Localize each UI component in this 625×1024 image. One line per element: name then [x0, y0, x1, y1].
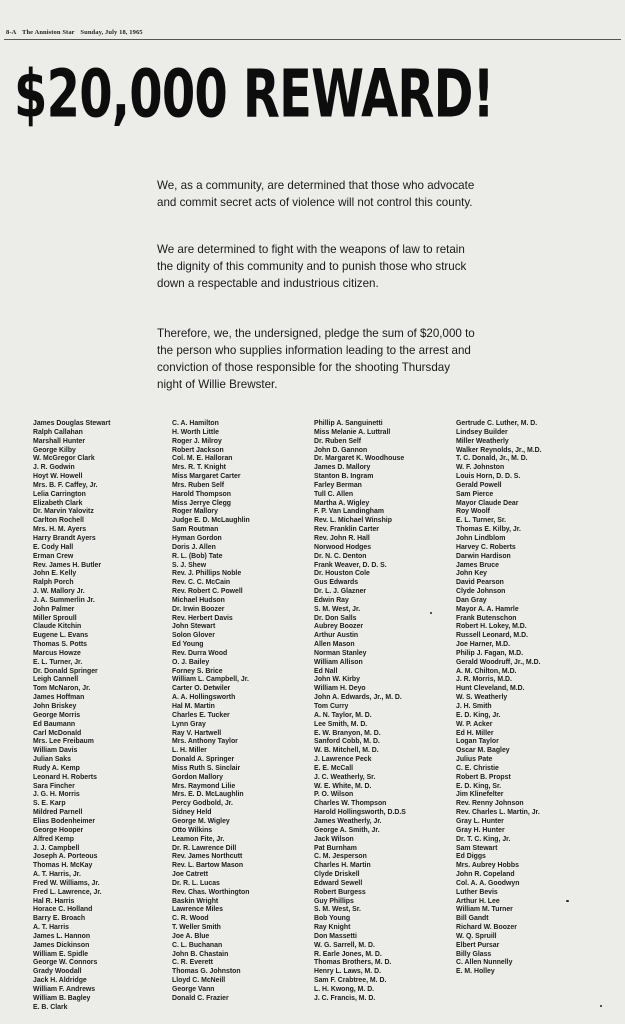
signer-name: Farley Berman — [314, 481, 362, 489]
signer-name: J. R. Godwin — [33, 464, 75, 472]
signer-name: Grady Woodall — [33, 968, 82, 976]
signer-name: Guy Phillips — [314, 897, 354, 905]
signer-name: Louis Horn, D. D. S. — [456, 473, 521, 481]
signer-name: Jim Klinefelter — [456, 791, 504, 799]
signer-name: Bill Gandt — [456, 915, 489, 923]
signer-name: Rev. C. C. McCain — [172, 579, 231, 587]
signer-name: Jack Wilson — [314, 835, 354, 843]
signer-name: W. F. Johnston — [456, 464, 505, 472]
signer-name: Gertrude C. Luther, M. D. — [456, 420, 538, 427]
signer-name: Harvey C. Roberts — [456, 543, 516, 551]
signer-name: John Lindblom — [456, 534, 506, 542]
signer-name: Dr. Donald Springer — [33, 667, 98, 675]
signer-name: O. J. Bailey — [172, 658, 210, 666]
signer-name: A. N. Taylor, M. D. — [314, 711, 372, 719]
signer-name: Dan Gray — [456, 596, 487, 604]
signer-name: Edwin Ray — [314, 596, 349, 604]
signer-name: R. L. (Bob) Tate — [172, 552, 223, 560]
signer-name: Lawrence Miles — [172, 906, 223, 914]
signer-name: Thomas H. McKay — [33, 862, 93, 870]
signer-name: T. C. Donald, Jr., M. D. — [456, 455, 528, 463]
signer-name: E. B. Clark — [33, 1003, 68, 1011]
signer-name: J. A. Summerlin Jr. — [33, 596, 95, 604]
signer-name: Norman Stanley — [314, 649, 367, 657]
signer-name: W. McGregor Clark — [33, 455, 95, 463]
signer-name: Joe Catrett — [172, 871, 208, 879]
signer-name: P. O. Wilson — [314, 791, 354, 799]
signer-name: Dr. Marvin Yalovitz — [33, 508, 94, 516]
signer-name: Dr. R. L. Lucas — [172, 879, 220, 887]
signer-name: Rev. Franklin Carter — [314, 526, 379, 534]
signer-name: Dr. N. C. Denton — [314, 552, 367, 560]
signer-name: Gerald Woodruff, Jr., M.D. — [456, 658, 541, 666]
signer-name: Logan Taylor — [456, 738, 499, 746]
signer-name: Roger Mallory — [172, 508, 218, 516]
signer-name: Rev. John R. Hall — [314, 534, 370, 542]
signer-name: John Stewart — [172, 623, 216, 631]
signer-name: A. M. Chilton, M.D. — [456, 667, 517, 675]
signer-name: Ed Baumann — [33, 720, 76, 728]
signer-name: Rev. Robert C. Powell — [172, 588, 243, 596]
signer-name: Rev. L. Michael Winship — [314, 517, 392, 525]
signer-name: Mrs. Aubrey Hobbs — [456, 862, 519, 870]
signer-name: Donald A. Springer — [172, 756, 235, 764]
signer-name: Marshall Hunter — [33, 437, 86, 445]
signer-name: E. D. King, Jr. — [456, 711, 501, 719]
signer-name: Luther Bevis — [456, 888, 498, 896]
signer-name: Arthur Austin — [314, 632, 359, 640]
signer-name: Tom Curry — [314, 703, 349, 710]
intro-paragraph-2: We are determined to fight with the weapons of law to retain the dignity of this community and to punish those who struck down a respectable and industrious citizen. — [157, 243, 467, 290]
signer-name: C. M. Jesperson — [314, 853, 367, 861]
signer-name: Carter O. Detwiler — [172, 685, 231, 693]
signer-name: Lynn Gray — [172, 720, 206, 728]
signer-name: C. Allen Nunnelly — [456, 959, 513, 967]
signer-name: Robert Jackson — [172, 446, 224, 454]
signer-name: Barry E. Broach — [33, 915, 86, 923]
signer-name: William M. Turner — [456, 906, 513, 914]
signer-name: Bob Young — [314, 915, 351, 923]
signer-name: William Allison — [314, 658, 363, 666]
signer-name: Rudy A. Kemp — [33, 764, 80, 772]
signer-name: Mrs. R. T. Knight — [172, 464, 226, 472]
signer-name: Claude Kitchin — [33, 623, 82, 631]
signer-name: Judge E. D. McLaughlin — [172, 517, 250, 525]
signer-name: C. A. Hamilton — [172, 420, 219, 427]
print-speck — [430, 612, 432, 614]
signer-name: S. E. Karp — [33, 800, 66, 808]
signer-name: Ray V. Hartwell — [172, 729, 222, 737]
signer-name: James Dickinson — [33, 941, 90, 949]
signer-name: Baskin Wright — [172, 897, 219, 905]
signer-name: Robert Burgess — [314, 888, 366, 896]
signer-name: Tull C. Allen — [314, 490, 354, 498]
signer-name: James D. Mallory — [314, 464, 371, 472]
signer-name: David Pearson — [456, 579, 504, 587]
signer-name: Frank Weaver, D. D. S. — [314, 561, 387, 569]
signer-name: Rev. Chas. Worthington — [172, 888, 250, 896]
signer-name: John A. Edwards, Jr., M. D. — [314, 694, 402, 702]
signer-name: Fred L. Lawrence, Jr. — [33, 888, 102, 896]
signer-name: W. B. Mitchell, M. D. — [314, 747, 379, 755]
signer-name: Leamon Fite, Jr. — [172, 835, 225, 843]
signer-name: Oscar M. Bagley — [456, 747, 510, 755]
signer-name: Leonard H. Roberts — [33, 773, 97, 781]
signer-name: J. C. Weatherly, Sr. — [314, 773, 376, 781]
signer-name: Alfred Kemp — [33, 835, 74, 843]
signer-name: Julius Pate — [456, 756, 493, 764]
signer-name: Russell Leonard, M.D. — [456, 632, 528, 640]
signer-name: George W. Connors — [33, 959, 98, 967]
reward-headline: $20,000 REWARD! — [14, 56, 494, 133]
signer-name: Billy Glass — [456, 950, 492, 958]
signer-name: Col. A. A. Goodwyn — [456, 879, 520, 887]
signer-name: Roger J. Milroy — [172, 437, 222, 445]
signer-name: Harold Thompson — [172, 490, 231, 498]
signer-name: E. W. Branyon, M. D. — [314, 729, 381, 737]
signer-name: Mrs. H. M. Ayers — [33, 526, 87, 534]
signer-name: Clyde Johnson — [456, 588, 506, 596]
signer-name: Rev. James H. Butler — [33, 561, 102, 569]
signer-name: Ed H. Miller — [456, 729, 494, 737]
signer-name: Mayor Claude Dear — [456, 499, 519, 507]
signer-name: Thomas G. Johnston — [172, 968, 241, 976]
signer-name: Edward Sewell — [314, 879, 363, 887]
signer-name: James Weatherly, Jr. — [314, 817, 382, 825]
signer-name: Robert B. Propst — [456, 773, 511, 781]
intro-paragraph-3: Therefore, we, the undersigned, pledge the sum of $20,000 to the person who supplies information leading to the arrest and conviction of those responsible for the shooting Thursday night of Willie Brewster. — [157, 327, 475, 391]
signer-name: Miss Jerrye Clegg — [172, 499, 231, 507]
signer-name: John B. Chastain — [172, 950, 229, 958]
signer-name: J. C. Francis, M. D. — [314, 994, 376, 1002]
signer-name: Gray H. Hunter — [456, 826, 505, 834]
signer-name: William Davis — [33, 747, 78, 755]
signer-name: Walker Reynolds, Jr., M.D. — [456, 446, 542, 454]
signer-name: Dr. L. J. Glazner — [314, 588, 367, 596]
signer-name: Charles H. Martin — [314, 862, 371, 870]
signer-name: Dr. R. Lawrence Dill — [172, 844, 237, 852]
signer-name: J. Lawrence Peck — [314, 756, 372, 764]
signer-name: John E. Kelly — [33, 570, 77, 578]
signer-name: Dr. Margaret K. Woodhouse — [314, 455, 405, 463]
signer-name: Frank Butenschon — [456, 614, 517, 622]
signer-name: Sidney Held — [172, 809, 212, 817]
signer-name: Col. M. E. Halloran — [172, 455, 233, 463]
signer-name: Sam F. Crabtree, M. D. — [314, 977, 387, 985]
signer-name: Philip J. Fagan, M.D. — [456, 649, 523, 657]
signer-name: Mrs. B. F. Caffey, Jr. — [33, 481, 98, 489]
signer-name: Phillip A. Sanguinetti — [314, 420, 383, 427]
signer-name: James Hoffman — [33, 694, 85, 702]
signer-name: William H. Deyo — [314, 685, 366, 693]
signer-name: Allen Mason — [314, 641, 355, 649]
signer-name: Horace C. Holland — [33, 906, 93, 914]
signer-name: E. L. Turner, Sr. — [456, 517, 507, 525]
signer-name: Aubrey Boozer — [314, 623, 364, 631]
signer-name: John Briskey — [33, 703, 77, 710]
signer-name: Lindsey Builder — [456, 428, 508, 436]
signer-name: Harry Brandt Ayers — [33, 534, 96, 542]
signer-name: Rev. Durra Wood — [172, 649, 228, 657]
signer-name: A. T. Harris, Jr. — [33, 871, 81, 879]
signer-name: George Morris — [33, 711, 81, 719]
signer-name: Miller Weatherly — [456, 437, 509, 445]
signer-name: Carlton Rochell — [33, 517, 84, 525]
signer-name: John D. Gannon — [314, 446, 368, 454]
signer-name: Ed Nall — [314, 667, 338, 675]
page-number: 8-A — [6, 29, 17, 36]
signer-name: Sam Stewart — [456, 844, 498, 852]
signer-name: Rev. James Northcutt — [172, 853, 243, 861]
signer-name: Charles W. Thompson — [314, 800, 387, 808]
signer-name: Lelia Carrington — [33, 490, 86, 498]
signer-name: George Hooper — [33, 826, 84, 834]
signer-name: W. P. Acker — [456, 720, 493, 728]
signer-name: Leigh Cannell — [33, 676, 79, 684]
signer-name: Martha A. Wigley — [314, 499, 370, 507]
signer-name: James Douglas Stewart — [33, 420, 111, 427]
signer-name: Mayor A. A. Hamrle — [456, 605, 519, 613]
signer-name: Lee Smith, M. D. — [314, 720, 368, 728]
signer-name: E. M. Holley — [456, 968, 495, 976]
signer-name: John R. Copeland — [456, 871, 515, 879]
signer-name: Gordon Mallory — [172, 773, 223, 781]
signer-name: S. M. West, Sr. — [314, 906, 361, 914]
signer-name: Dr. Houston Cole — [314, 570, 370, 578]
signer-name: Hunt Cleveland, M.D. — [456, 685, 525, 693]
signer-name: Tom McNaron, Jr. — [33, 685, 91, 693]
signer-name: Ed Young — [172, 641, 204, 649]
signer-name: George A. Smith, Jr. — [314, 826, 380, 834]
signer-name: Robert H. Lokey, M.D. — [456, 623, 527, 631]
signer-name: Fred W. Williams, Jr. — [33, 879, 100, 887]
signer-name: Ed Diggs — [456, 853, 486, 861]
signer-name: C. R. Everett — [172, 959, 213, 967]
print-speck — [600, 1005, 602, 1007]
signer-name: Sam Pierce — [456, 490, 494, 498]
signer-name: Rev. Herbert Davis — [172, 614, 233, 622]
signer-name: Don Massetti — [314, 932, 357, 940]
running-header — [6, 29, 147, 36]
signer-name: Hal R. Harris — [33, 897, 75, 905]
signer-name: Hoyt W. Howell — [33, 473, 83, 481]
signer-name: Rev. L. Bartow Mason — [172, 862, 244, 870]
signer-name: Thomas E. Kilby, Jr. — [456, 526, 521, 534]
signer-name: W. S. Weatherly — [456, 694, 508, 702]
signer-name: John Key — [456, 570, 488, 578]
signer-name: J. J. Campbell — [33, 844, 80, 852]
signer-name: John Palmer — [33, 605, 75, 613]
paper-name: The Anniston Star — [22, 29, 75, 36]
signer-name: Doris J. Allen — [172, 543, 216, 551]
signer-name: Harold Hollingsworth, D.D.S — [314, 809, 406, 817]
headline-area — [14, 56, 614, 146]
signer-name: S. M. West, Jr. — [314, 605, 361, 613]
signer-name: Elbert Pursar — [456, 941, 500, 949]
signer-name: Rev. J. Phillips Noble — [172, 570, 242, 578]
header-rule — [4, 39, 621, 40]
signer-name: Roy Woolf — [456, 508, 490, 516]
signer-name: Otto Wilkins — [172, 826, 213, 834]
signer-name: A. A. Hollingsworth — [172, 694, 236, 702]
signer-name: Dr. Ruben Self — [314, 437, 362, 445]
signer-name: E. Cody Hall — [33, 543, 74, 551]
signer-name: L. H. Kwong, M. D. — [314, 986, 375, 993]
signer-name: Norwood Hodges — [314, 543, 372, 551]
signer-name: T. Weller Smith — [172, 924, 221, 932]
signer-name: Ralph Callahan — [33, 428, 83, 436]
signer-name: Sam Routman — [172, 526, 219, 534]
signer-name: W. E. White, M. D. — [314, 782, 372, 790]
signer-name: C. E. Christie — [456, 764, 499, 772]
signers-column-2 — [172, 420, 250, 1004]
signer-name: Arthur H. Lee — [456, 897, 500, 905]
signers-column-3 — [314, 420, 406, 1004]
signer-name: Clyde Driskell — [314, 871, 360, 879]
signer-name: Percy Godbold, Jr. — [172, 800, 233, 808]
signer-name: Miss Margaret Carter — [172, 473, 241, 481]
signer-name: Marcus Howze — [33, 649, 81, 657]
signer-name: L. H. Miller — [172, 747, 207, 755]
signer-name: Thomas S. Potts — [33, 641, 87, 649]
signer-name: Pat Burnham — [314, 844, 357, 852]
signer-name: Stanton B. Ingram — [314, 473, 374, 481]
signer-name: J. R. Morris, M.D. — [456, 676, 512, 684]
signer-name: Dr. Irwin Boozer — [172, 605, 225, 613]
signer-name: George Vann — [172, 986, 215, 993]
signer-name: Sanford Cobb, M. D. — [314, 738, 380, 746]
signer-name: C. L. Buchanan — [172, 941, 223, 949]
signer-name: George M. Wigley — [172, 817, 230, 825]
signer-name: C. R. Wood — [172, 915, 209, 923]
signer-name: Darwin Hardison — [456, 552, 511, 560]
signer-name: Carl McDonald — [33, 729, 82, 737]
signer-name: E. E. McCall — [314, 764, 354, 772]
signer-name: Hal M. Martin — [172, 703, 215, 710]
signer-name: Miss Ruth S. Sinclair — [172, 764, 241, 772]
signers-column-1 — [33, 420, 110, 1013]
signer-name: W. Q. Spruill — [456, 932, 497, 940]
signer-name: Erman Crew — [33, 552, 74, 560]
signer-name: Mildred Parnell — [33, 809, 83, 817]
signer-name: Rev. Charles L. Martin, Jr. — [456, 809, 540, 817]
signer-name: Lloyd C. McNeill — [172, 977, 226, 985]
signer-name: Solon Glover — [172, 632, 215, 640]
signer-name: Mrs. E. D. McLaughlin — [172, 791, 244, 799]
signer-name: Ray Knight — [314, 924, 351, 932]
signer-name: Donald C. Frazier — [172, 994, 229, 1002]
signer-name: Jack H. Aldridge — [33, 977, 87, 985]
signer-name: Henry L. Laws, M. D. — [314, 968, 382, 976]
signer-name: A. T. Harris — [33, 924, 69, 932]
signer-name: Elias Bodenheimer — [33, 817, 96, 825]
signer-name: Gus Edwards — [314, 579, 359, 587]
signer-name: William B. Bagley — [33, 994, 91, 1002]
signer-name: E. L. Turner, Jr. — [33, 658, 83, 666]
signers-column-4 — [456, 420, 542, 977]
signer-name: Mrs. Anthony Taylor — [172, 738, 238, 746]
signer-name: H. Worth Little — [172, 428, 219, 436]
signer-name: William L. Campbell, Jr. — [172, 676, 249, 684]
signer-name: Charles E. Tucker — [172, 711, 230, 719]
signer-name: Julian Saks — [33, 756, 71, 764]
signer-name: Miss Melanie A. Luttrall — [314, 428, 391, 436]
signer-name: Miller Sproull — [33, 614, 77, 622]
signer-name: Ralph Porch — [33, 579, 74, 587]
print-speck — [566, 900, 569, 902]
signer-name: S. J. Shew — [172, 561, 207, 569]
signer-name: J. W. Mallory Jr. — [33, 588, 85, 596]
signer-name: Mrs. Ruben Self — [172, 481, 225, 489]
signer-name: Eugene L. Evans — [33, 632, 89, 640]
signer-name: E. D. King, Sr. — [456, 782, 502, 790]
signer-name: Gray L. Hunter — [456, 817, 504, 825]
signer-name: Joseph A. Porteous — [33, 853, 98, 861]
signer-name: Joe Harner, M.D. — [456, 641, 510, 649]
issue-date: Sunday, July 18, 1965 — [80, 29, 143, 36]
signer-name: Thomas Brothers, M. D. — [314, 959, 392, 967]
signer-name: Mrs. Lee Freibaum — [33, 738, 94, 746]
signer-name: Joe A. Blue — [172, 932, 210, 940]
signer-name: Forney S. Brice — [172, 667, 223, 675]
signer-name: Richard W. Boozer — [456, 924, 517, 932]
signer-name: John W. Kirby — [314, 676, 360, 684]
signer-name: James Bruce — [456, 561, 499, 569]
signer-name: Michael Hudson — [172, 596, 225, 604]
signer-name: William E. Spidle — [33, 950, 89, 958]
signer-name: Mrs. Raymond Lilie — [172, 782, 236, 790]
intro-paragraph-1: We, as a community, are determined that those who advocate and commit secret acts of violence will not control this county. — [157, 179, 475, 209]
signer-name: J. G. H. Morris — [33, 791, 80, 799]
signer-name: Rev. Renny Johnson — [456, 800, 524, 808]
signer-name: William F. Andrews — [33, 986, 96, 993]
signer-name: F. P. Van Landingham — [314, 508, 384, 516]
signer-name: J. H. Smith — [456, 703, 492, 710]
signer-name: George Kilby — [33, 446, 76, 454]
signer-name: Dr. Don Salls — [314, 614, 357, 622]
signer-name: James L. Hannon — [33, 932, 91, 940]
signer-name: Elizabeth Clark — [33, 499, 83, 507]
signer-name: Dr. T. C. King, Jr. — [456, 835, 511, 843]
signer-name: R. Earle Jones, M. D. — [314, 950, 382, 958]
signer-name: Hyman Gordon — [172, 534, 222, 542]
signer-name: W. G. Sarrell, M. D. — [314, 941, 375, 949]
signer-name: Sara Fincher — [33, 782, 75, 790]
signer-name: Gerald Powell — [456, 481, 502, 489]
